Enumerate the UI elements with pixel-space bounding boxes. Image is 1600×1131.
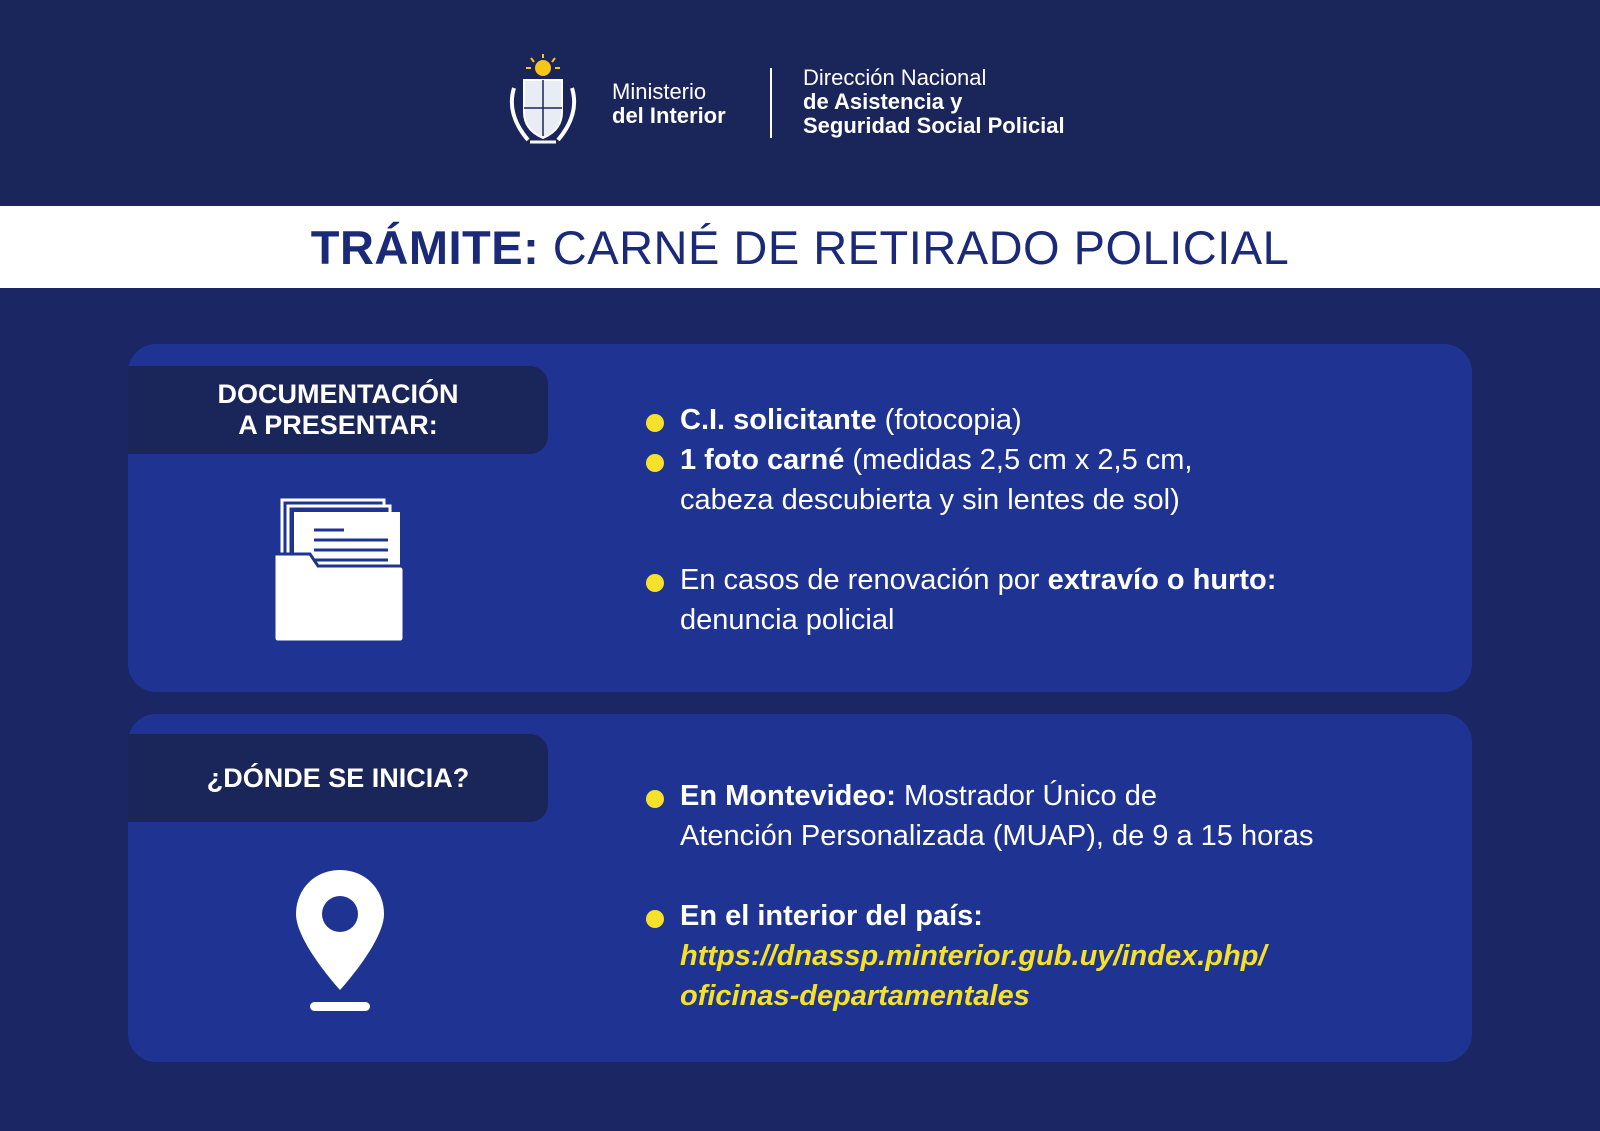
offices-link-line-2[interactable]: oficinas-departamentales	[680, 980, 1030, 1012]
list-item	[646, 896, 1314, 1016]
bullet-icon	[646, 574, 664, 592]
ministry-line-2: del Interior	[612, 103, 726, 128]
spacer	[646, 520, 1276, 560]
where-list	[646, 776, 1314, 1016]
item-text: En casos de renovación por	[680, 564, 1048, 596]
direccion-line-3: Seguridad Social Policial	[803, 113, 1065, 138]
item-bold: C.I. solicitante	[680, 404, 877, 436]
direccion-line-1: Dirección Nacional	[803, 65, 987, 90]
item-bold: En el interior del país:	[680, 900, 983, 932]
bullet-icon	[646, 454, 664, 472]
item-bold: 1 foto carné	[680, 444, 845, 476]
spacer	[646, 856, 1314, 896]
bullet-icon	[646, 790, 664, 808]
documentation-list	[646, 400, 1276, 640]
where-tag	[128, 734, 548, 822]
documentation-tag	[128, 366, 548, 454]
item-text-line-2: Atención Personalizada (MUAP), de 9 a 15 horas	[680, 820, 1314, 852]
title-text: CARNÉ DE RETIRADO POLICIAL	[539, 220, 1290, 274]
list-item	[646, 400, 1276, 440]
where-tag-label: ¿DÓNDE SE INICIA?	[206, 762, 470, 793]
list-item	[646, 440, 1276, 520]
direccion-name	[803, 66, 1065, 138]
title-prefix: TRÁMITE:	[310, 220, 540, 274]
item-bold: extravío o hurto:	[1047, 564, 1277, 596]
header-divider	[770, 68, 772, 138]
offices-link-line-1[interactable]: https://dnassp.minterior.gub.uy/index.php/	[680, 940, 1267, 972]
documentation-tag-line-1: DOCUMENTACIÓN	[217, 379, 459, 409]
documentation-tag-line-2: A PRESENTAR:	[238, 410, 438, 440]
item-text: (fotocopia)	[876, 404, 1022, 436]
list-item	[646, 776, 1314, 856]
folder-icon	[270, 498, 406, 644]
item-bold: En Montevideo:	[680, 780, 896, 812]
item-text-line-2: cabeza descubierta y sin lentes de sol)	[680, 484, 1180, 516]
direccion-line-2: de Asistencia y	[803, 89, 963, 114]
page-title	[311, 220, 1290, 275]
location-pin-icon	[292, 866, 388, 1014]
header	[0, 0, 1600, 206]
bullet-icon	[646, 910, 664, 928]
coat-of-arms-icon	[500, 52, 586, 152]
item-text: (medidas 2,5 cm x 2,5 cm,	[844, 444, 1193, 476]
title-band	[0, 206, 1600, 288]
ministry-line-1: Ministerio	[612, 79, 707, 104]
ministry-name	[612, 80, 726, 128]
item-text-line-2: denuncia policial	[680, 604, 895, 636]
item-text: Mostrador Único de	[895, 780, 1158, 812]
list-item	[646, 560, 1276, 640]
bullet-icon	[646, 414, 664, 432]
